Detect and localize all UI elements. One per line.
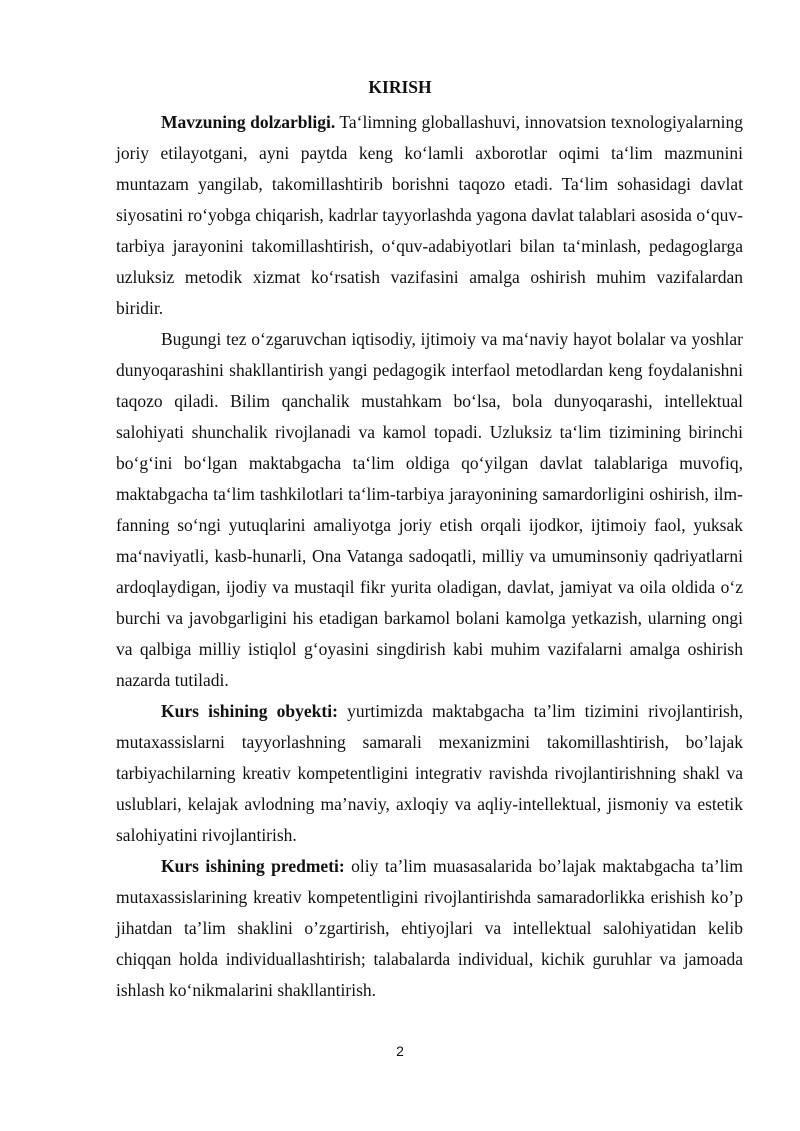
paragraph-lead: Kurs ishining predmeti: bbox=[161, 856, 345, 876]
page-number: 2 bbox=[396, 1043, 404, 1059]
paragraph-lead: Kurs ishining obyekti: bbox=[161, 701, 338, 721]
section-heading: KIRISH bbox=[368, 77, 432, 97]
paragraph-text: oliy ta’lim muasasalarida bo’lajak maktabgacha ta’lim mutaxassislarining kreativ kompetentligini rivojlantirishda samaradorlikka erishish ko’p jihatdan ta’lim shaklini o’zgartirish, ehtiyojlari va intellektual salohiyatidan kelib chiqqan holda individuallashtirish; talabalarda individual, kichik guruhlar va jamoada ishlash ko‘nikmalarini shakllantirish. bbox=[116, 856, 743, 1000]
paragraph-context bbox=[116, 324, 743, 696]
paragraph-relevance bbox=[116, 107, 743, 324]
paragraph-text: Bugungi tez o‘zgaruvchan iqtisodiy, ijtimoiy va ma‘naviy hayot bolalar va yoshlar dunyoqarashini shakllantirish yangi pedagogik interfaol metodlardan keng foydalanishni taqozo qiladi. Bilim qanchalik mustahkam bo‘lsa, bola dunyoqarashi, intellektual salohiyati shunchalik rivojlanadi va kamol topadi. Uzluksiz ta‘lim tizimining birinchi bo‘g‘ini bo‘lgan maktabgacha ta‘lim oldiga qo‘yilgan davlat talablariga muvofiq, maktabgacha ta‘lim tashkilotlari ta‘lim-tarbiya jarayonining samardorligini oshirish, ilm-fanning so‘ngi yutuqlarini amaliyotga joriy etish orqali ijodkor, ijtimoiy faol, yuksak ma‘naviyatli, kasb-hunarli, Ona Vatanga sadoqatli, milliy va umuminsoniy qadriyatlarni ardoqlaydigan, ijodiy va mustaqil fikr yurita oladigan, davlat, jamiyat va oila oldida o‘z burchi va javobgarligini his etadigan barkamol bolani kamolga yetkazish, ularning ongi va qalbiga milliy istiqlol g‘oyasini singdirish kabi muhim vazifalarni amalga oshirish nazarda tutiladi. bbox=[116, 329, 743, 690]
paragraph-text: yurtimizda maktabgacha ta’lim tizimini rivojlantirish, mutaxassislarni tayyorlashning samarali mexanizmini takomillashtirish, bo’lajak tarbiyachilarning kreativ kompetentligini integrativ ravishda rivojlantirishning shakl va uslublari, kelajak avlodning ma’naviy, axloqiy va aqliy-intellektual, jismoniy va estetik salohiyatini rivojlantirish. bbox=[116, 701, 743, 845]
paragraph-object bbox=[116, 696, 743, 851]
paragraph-lead: Mavzuning dolzarbligi. bbox=[161, 112, 336, 132]
paragraph-text: Ta‘limning globallashuvi, innovatsion texnologiyalarning joriy etilayotgani, ayni paytda keng ko‘lamli axborotlar oqimi ta‘lim mazmunini muntazam yangilab, takomillashtirib borishni taqozo etadi. Ta‘lim sohasidagi davlat siyosatini ro‘yobga chiqarish, kadrlar tayyorlashda yagona davlat talablari asosida o‘quv-tarbiya jarayonini takomillashtirish, o‘quv-adabiyotlari bilan ta‘minlash, pedagoglarga uzluksiz metodik xizmat ko‘rsatish vazifasini amalga oshirish muhim vazifalardan biridir. bbox=[116, 112, 744, 318]
document-body bbox=[116, 107, 743, 1006]
paragraph-subject bbox=[116, 851, 743, 1006]
